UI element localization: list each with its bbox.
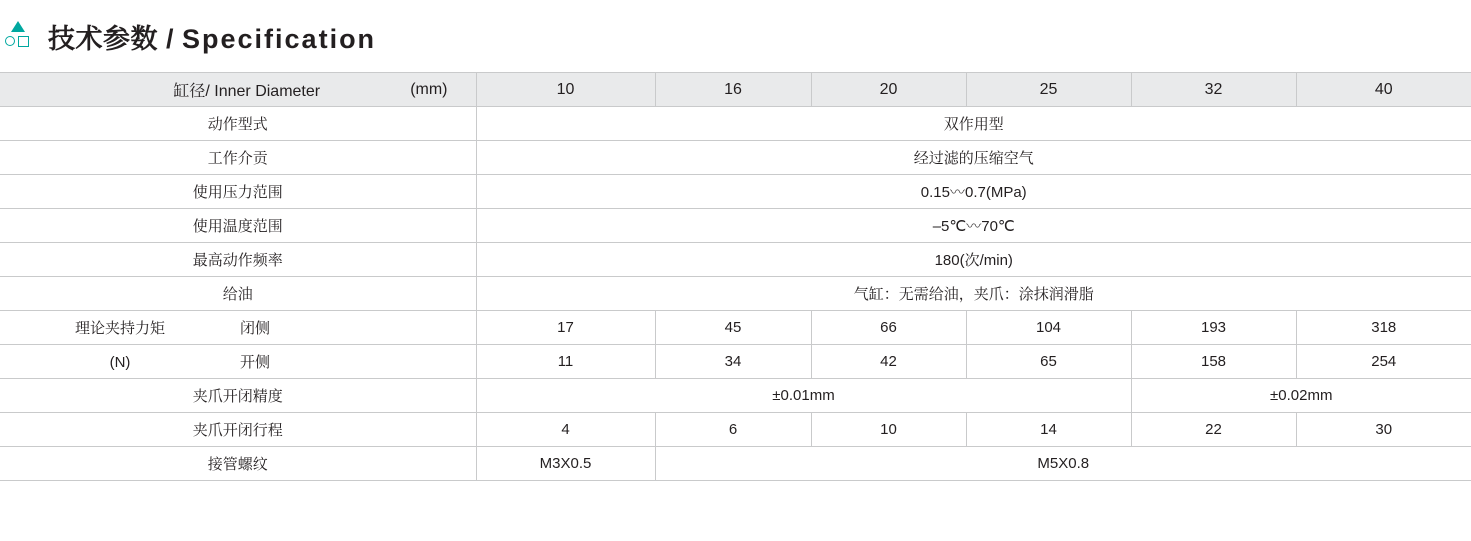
row-label-max-frequency: 最高动作频率	[0, 243, 476, 277]
row-label-repeatability: 夹爪开闭精度	[0, 379, 476, 413]
row-value-stroke-40: 30	[1296, 413, 1471, 447]
row-value-working-medium: 经过滤的压缩空气	[476, 141, 1471, 175]
page-title	[48, 17, 376, 56]
row-label-working-medium: 工作介贡	[0, 141, 476, 175]
row-value-open-25: 65	[966, 345, 1131, 379]
header-cell-size-20: 20	[811, 73, 966, 107]
header-cell-size-32: 32	[1131, 73, 1296, 107]
header-unit-text: (mm)	[410, 80, 448, 98]
row-value-open-16: 34	[655, 345, 811, 379]
row-value-temperature-range: –5℃〰70℃	[476, 209, 1471, 243]
row-label-gripping-force-title: 理论夹持力矩	[74, 320, 165, 337]
row-value-closed-16: 45	[655, 311, 811, 345]
row-value-open-10: 11	[476, 345, 655, 379]
specification-table-wrapper	[0, 72, 1471, 481]
triangle-circle-square-logo-icon	[2, 16, 36, 56]
header-cell-size-25: 25	[966, 73, 1131, 107]
table-row	[0, 141, 1471, 175]
row-label-action-type: 动作型式	[0, 107, 476, 141]
row-value-closed-40: 318	[1296, 311, 1471, 345]
table-row	[0, 379, 1471, 413]
row-label-stroke: 夹爪开闭行程	[0, 413, 476, 447]
row-value-stroke-16: 6	[655, 413, 811, 447]
row-label-lubrication: 给油	[0, 277, 476, 311]
header-cell-size-16: 16	[655, 73, 811, 107]
header-cell-size-10: 10	[476, 73, 655, 107]
row-value-open-40: 254	[1296, 345, 1471, 379]
row-value-stroke-25: 14	[966, 413, 1131, 447]
row-value-closed-25: 104	[966, 311, 1131, 345]
row-label-port-thread: 接管螺纹	[0, 447, 476, 481]
row-value-closed-32: 193	[1131, 311, 1296, 345]
header-cell-size-40: 40	[1296, 73, 1471, 107]
table-row	[0, 277, 1471, 311]
table-row	[0, 175, 1471, 209]
row-value-repeatability-large: ±0.02mm	[1131, 379, 1471, 413]
table-row	[0, 209, 1471, 243]
row-value-closed-20: 66	[811, 311, 966, 345]
row-label-open-side: 开侧	[240, 354, 271, 371]
table-row	[0, 243, 1471, 277]
row-label-gripping-force-closed	[0, 311, 476, 345]
row-value-lubrication: 气缸：无需给油，夹爪：涂抹润滑脂	[476, 277, 1471, 311]
table-row	[0, 107, 1471, 141]
row-value-open-20: 42	[811, 345, 966, 379]
page-title-separator: /	[158, 23, 183, 54]
table-row	[0, 311, 1471, 345]
row-label-gripping-force-open	[0, 345, 476, 379]
page-title-cn: 技术参数	[48, 23, 158, 54]
row-value-action-type: 双作用型	[476, 107, 1471, 141]
table-row	[0, 413, 1471, 447]
page-header	[0, 0, 1471, 72]
table-row	[0, 345, 1471, 379]
row-value-stroke-10: 4	[476, 413, 655, 447]
row-label-unit-newton: (N)	[109, 354, 131, 371]
row-value-closed-10: 17	[476, 311, 655, 345]
header-cell-inner-diameter	[0, 73, 476, 107]
row-label-temperature-range: 使用温度范围	[0, 209, 476, 243]
row-value-pressure-range: 0.15〰0.7(MPa)	[476, 175, 1471, 209]
header-label-text: 缸径/ Inner Diameter	[173, 83, 321, 100]
row-value-stroke-32: 22	[1131, 413, 1296, 447]
row-value-thread-rest: M5X0.8	[655, 447, 1471, 481]
row-label-closed-side: 闭侧	[240, 320, 271, 337]
row-value-repeatability-small: ±0.01mm	[476, 379, 1131, 413]
table-row	[0, 447, 1471, 481]
row-value-max-frequency: 180(次/min)	[476, 243, 1471, 277]
page-title-en: Specification	[182, 23, 377, 54]
row-value-thread-10: M3X0.5	[476, 447, 655, 481]
specification-table	[0, 72, 1471, 481]
row-label-pressure-range: 使用压力范围	[0, 175, 476, 209]
table-header-row	[0, 73, 1471, 107]
row-value-open-32: 158	[1131, 345, 1296, 379]
row-value-stroke-20: 10	[811, 413, 966, 447]
